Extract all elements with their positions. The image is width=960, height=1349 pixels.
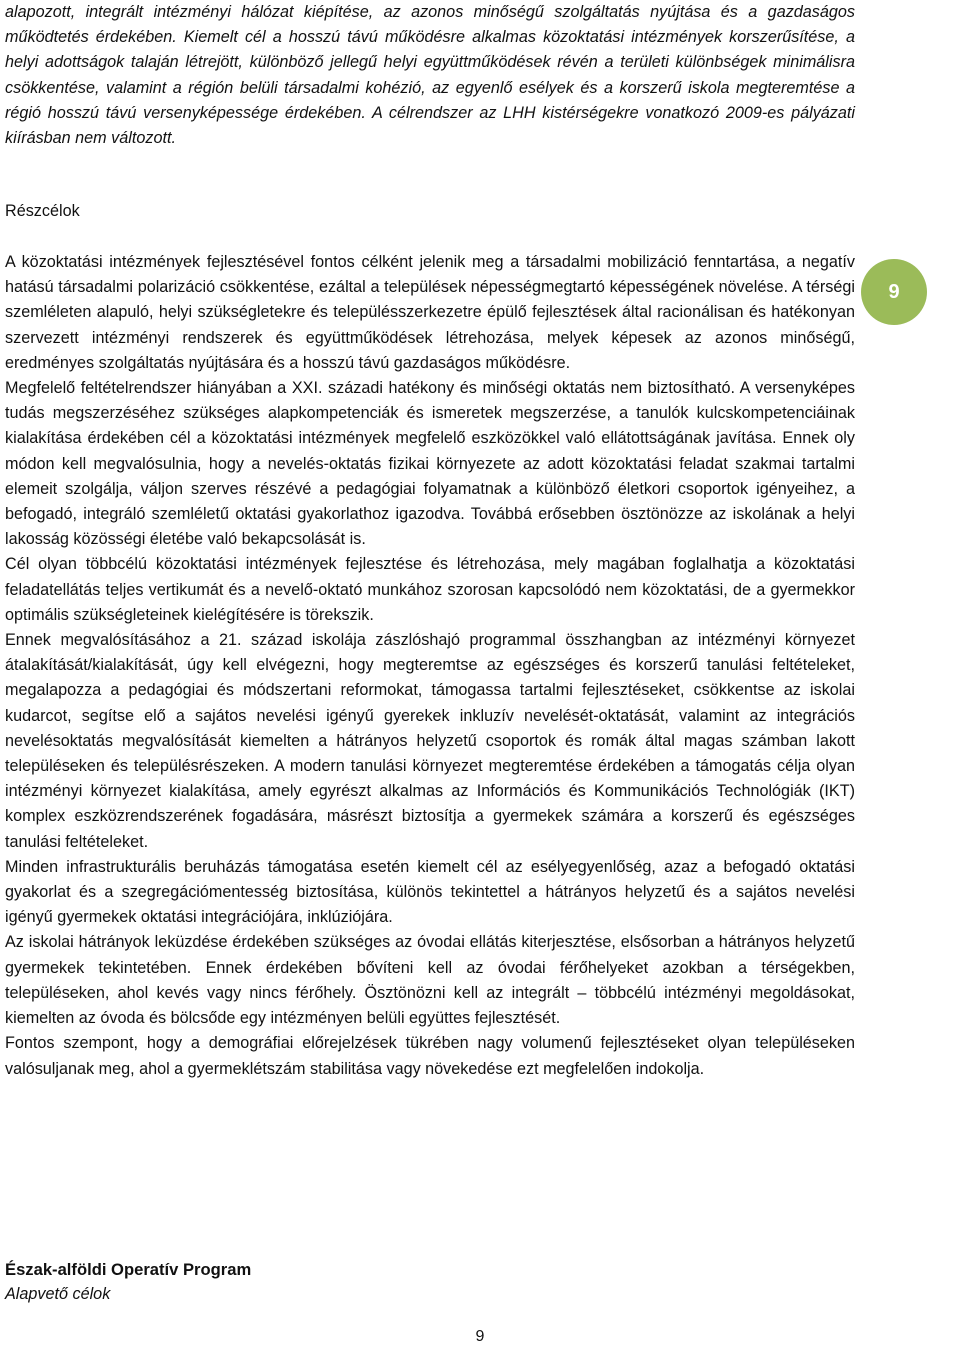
program-title: Észak-alföldi Operatív Program [5,1260,252,1279]
intro-paragraph [5,0,855,151]
body-paragraph: Minden infrastrukturális beruházás támogatása esetén kiemelt cél az esélyegyenlőség, azaz a befogadó oktatási gyakorlat és a szegregációmentesség biztosítása, különös tekintettel a hátrányos helyzetű és a sajátos nevelési igényű gyermekek oktatási integrációjára, inklúziójára. [5,857,855,927]
main-body [5,250,855,1082]
body-paragraph: Az iskolai hátrányok leküzdése érdekében szükséges az óvodai ellátás kiterjesztése, elsősorban a hátrányos helyzetű gyermekek tekintetében. Ennek érdekében bővíteni kell az óvodai férőhelyeket azokban a térségekben, településeken, ahol kevés vagy nincs férőhely. Ösztönözni kell az integrált – többcélú intézményi megoldásokat, kiemelten az óvoda és bölcsőde egy intézményen belüli együttes fejlesztését. [5,933,855,1028]
page-number-badge: 9 [861,259,927,325]
intro-text: alapozott, integrált intézményi hálózat kiépítése, az azonos minőségű szolgáltatás nyújtása és a gazdaságos működtetés érdekében. Kiemelt cél a hosszú távú működésre alkalmas közoktatási intézmények korszerűsítése, a helyi adottságok talaján létrejött, különböző jellegű helyi együttműködések révén a területi különbségek minimálisra csökkentése, valamint a régión belüli társadalmi kohézió, az egyenlő esélyek és a korszerű iskola megteremtése a régió hosszú távú versenyképessége érdekében. A célrendszer az LHH kistérségekre vonatkozó 2009-es pályázati kiírásban nem változott. [5,3,855,148]
body-paragraph: Fontos szempont, hogy a demográfiai előrejelzések tükrében nagy volumenű fejlesztéseket olyan településeken valósuljanak meg, ahol a gyermeklétszám stabilitása vagy növekedése ezt megfelelően indokolja. [5,1034,855,1078]
body-paragraph: Megfelelő feltételrendszer hiányában a XXI. századi hatékony és minőségi oktatás nem biztosítható. A versenyképes tudás megszerzéséhez szükséges alapkompetenciák és ismeretek megszerzése, a tanulók kulcskompetenciáinak kialakítása érdekében cél a közoktatási intézmények megfelelő eszközökkel való ellátottságának javítása. Ennek oly módon kell megvalósulnia, hogy a nevelés-oktatás fizikai környezete az adott közoktatási feladat szakmai tartalmi elemeit szolgálja, váljon szerves részévé a pedagógiai folyamatnak a különböző életkori csoportok igényeihez, a befogadó, integráló szemléletű oktatási gyakorlathoz igazodva. Továbbá erősebben ösztönözze az iskolának a helyi lakosság közösségi életébe való bekapcsolását is. [5,379,855,549]
section-heading-partgoals: Részcélok [5,202,80,220]
body-paragraph: Cél olyan többcélú közoktatási intézmények fejlesztése és létrehozása, mely magában foglalhatja a közoktatási feladatellátás teljes vertikumát és a nevelő-oktató munkához szorosan kapcsolódó nem közoktatási, de a gyermekkor optimális szükségleteinek kielégítésére is törekszik. [5,555,855,624]
body-paragraph: Ennek megvalósításához a 21. század iskolája zászlóshajó programmal összhangban az intézményi környezet átalakítását/kialakítását, úgy kell elvégezni, hogy megteremtse az egészséges és korszerű tanulási feltételeket, megalapozza a pedagógiai és módszertani reformokat, támogassa tartalmi fejlesztéseket, csökkentse az iskolai kudarcot, segítse elő a sajátos nevelési igényű gyerekek inkluzív nevelését-oktatását, valamint az integrációs nevelésoktatás megvalósítását kiemelten a hátrányos helyzetű csoportok és romák által magas számban lakott településeken és településrészeken. A modern tanulási környezet megteremtése érdekében a támogatás célja olyan intézményi környezet kialakítása, amely egyrészt alkalmas az Információs és Kommunikációs Technológiák (IKT) komplex eszközrendszerének fogadására, másrészt biztosítja a gyermekek számára a korszerű és egészséges tanulási feltételeket. [5,631,855,851]
subsection-heading-basic-goals: Alapvető célok [5,1285,111,1303]
footer-page-number: 9 [475,1328,485,1345]
body-paragraph: A közoktatási intézmények fejlesztésével fontos célként jelenik meg a társadalmi mobilizáció fenntartása, a negatív hatású társadalmi polarizáció csökkentése, ezáltal a települések népességmegtartó képességének növelése. A térségi szemléleten alapuló, helyi szükségletekre és településszerkezetre épülő fejlesztések által racionálisan és hatékonyan szervezett intézményi rendszerek és együttműködések létrehozása, melyek képesek az azonos minőségű, eredményes szolgáltatás nyújtására és a hosszú távú gazdaságos működésre. [5,253,855,372]
